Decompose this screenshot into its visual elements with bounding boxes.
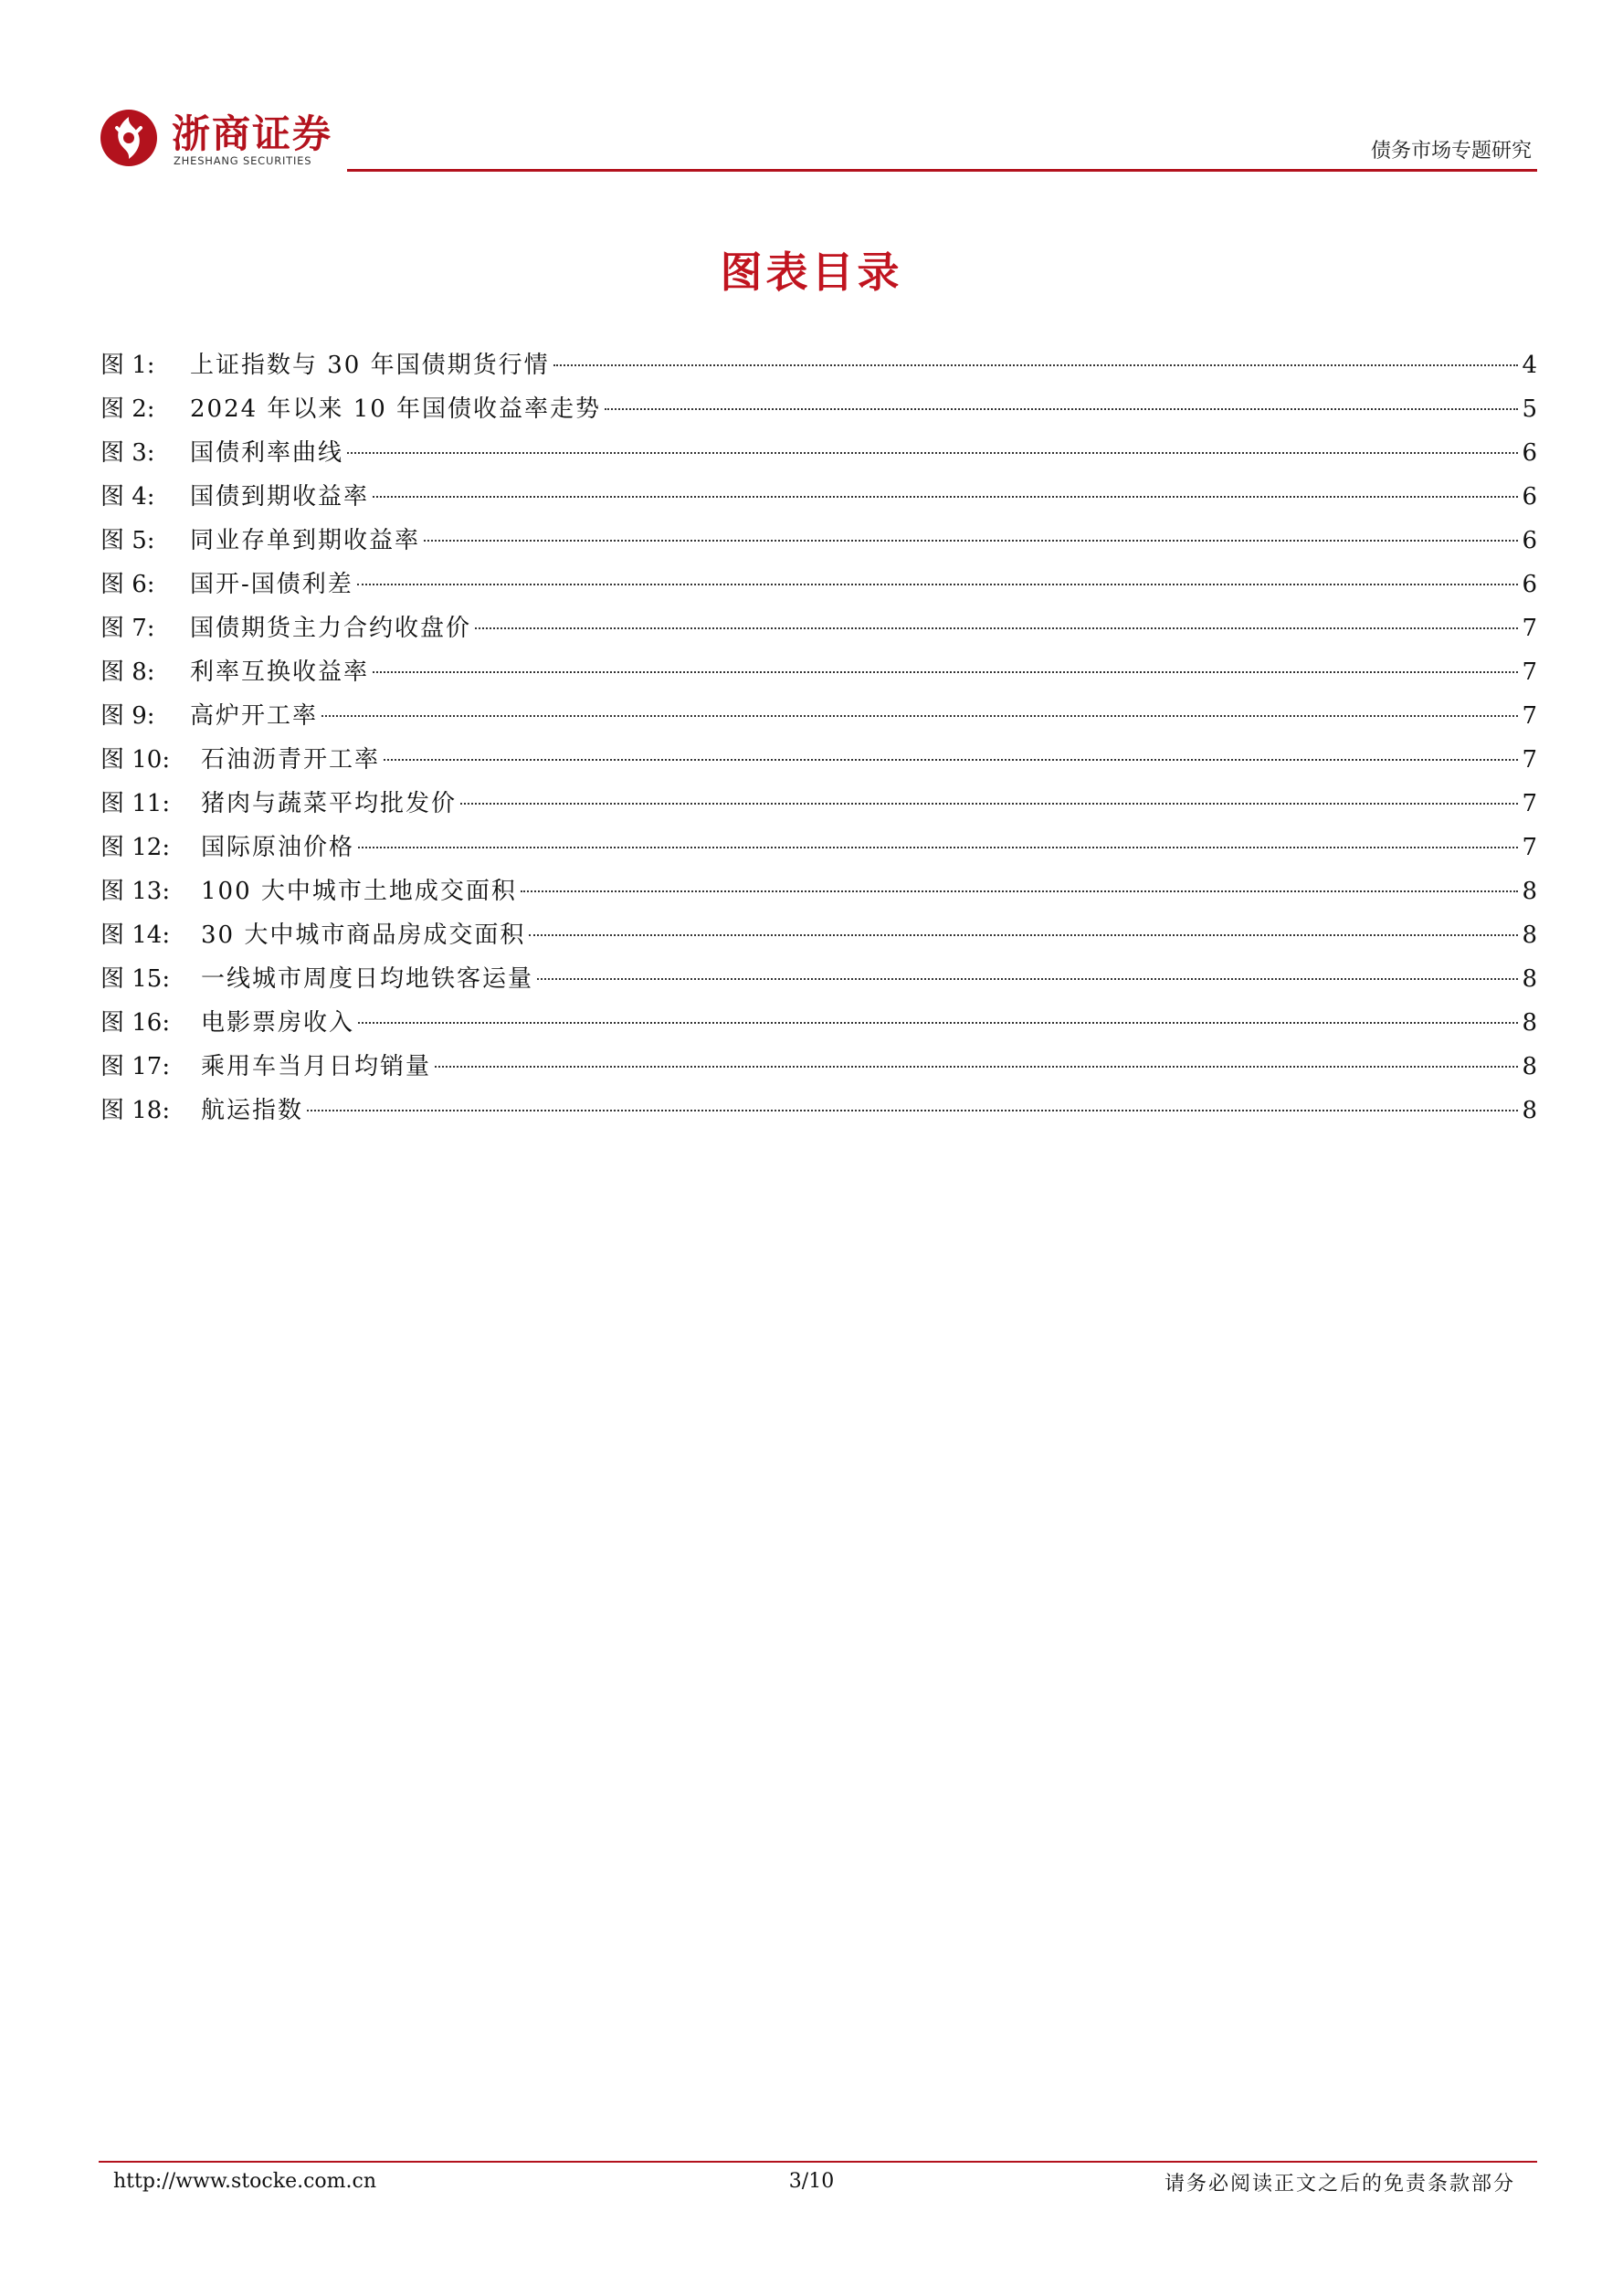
toc-leader-dots xyxy=(424,540,1518,542)
toc-entry-label: 乘用车当月日均销量 xyxy=(201,1053,432,1080)
toc-entry-label: 同业存单到期收益率 xyxy=(190,527,421,554)
toc-entry-number: 图 15: xyxy=(100,965,171,993)
toc-entry-label: 国债期货主力合约收盘价 xyxy=(190,615,472,642)
toc-entry-page: 7 xyxy=(1522,658,1537,686)
toc-leader-dots xyxy=(435,1066,1518,1068)
toc-leader-dots xyxy=(358,1022,1518,1024)
toc-entry-page: 8 xyxy=(1522,922,1537,949)
toc-entry[interactable] xyxy=(100,872,1537,916)
toc-leader-dots xyxy=(529,934,1518,936)
toc-leader-dots xyxy=(537,978,1518,980)
toc-entry-page: 6 xyxy=(1522,439,1537,467)
page-header xyxy=(99,102,1537,175)
toc-entry-label: 国债到期收益率 xyxy=(190,483,370,511)
toc-entry-page: 7 xyxy=(1522,746,1537,774)
toc-entry-number: 图 16: xyxy=(100,1009,171,1037)
toc-entry-number: 图 11: xyxy=(100,790,171,817)
toc-entry-label: 上证指数与 30 年国债期货行情 xyxy=(190,352,550,379)
report-type-label: 债务市场专题研究 xyxy=(1370,140,1532,163)
toc-entry-page: 6 xyxy=(1522,571,1537,598)
footer-disclaimer: 请务必阅读正文之后的免责条款部分 xyxy=(1164,2173,1515,2196)
toc-entry-label: 国债利率曲线 xyxy=(190,439,344,467)
footer-divider xyxy=(99,2161,1537,2163)
toc-entry-number: 图 9: xyxy=(100,702,155,730)
toc-entry-number: 图 12: xyxy=(100,834,171,861)
toc-entry[interactable] xyxy=(100,346,1537,390)
toc-entry-number: 图 14: xyxy=(100,922,171,949)
toc-leader-dots xyxy=(347,452,1518,454)
toc-entry-label: 国际原油价格 xyxy=(201,834,355,861)
toc-entry-page: 7 xyxy=(1522,834,1537,861)
toc-entry-page: 8 xyxy=(1522,965,1537,993)
toc-entry[interactable] xyxy=(100,1048,1537,1091)
toc-entry-number: 图 13: xyxy=(100,878,171,905)
toc-entry[interactable] xyxy=(100,478,1537,521)
toc-leader-dots xyxy=(321,715,1518,717)
page-number: 3/10 xyxy=(788,2170,835,2193)
toc-entry-page: 8 xyxy=(1522,878,1537,905)
toc-entry[interactable] xyxy=(100,916,1537,960)
toc-entry[interactable] xyxy=(100,960,1537,1004)
toc-entry-number: 图 5: xyxy=(100,527,155,554)
toc-entry[interactable] xyxy=(100,521,1537,565)
toc-entry-number: 图 6: xyxy=(100,571,155,598)
toc-entry[interactable] xyxy=(100,1004,1537,1048)
toc-leader-dots xyxy=(373,496,1518,498)
figure-table-of-contents xyxy=(100,346,1537,1135)
company-logo xyxy=(99,102,354,175)
toc-entry-page: 7 xyxy=(1522,702,1537,730)
toc-leader-dots xyxy=(553,364,1519,366)
toc-entry-number: 图 4: xyxy=(100,483,155,511)
toc-leader-dots xyxy=(605,408,1518,410)
toc-entry[interactable] xyxy=(100,390,1537,434)
toc-entry-label: 航运指数 xyxy=(201,1097,304,1124)
toc-leader-dots xyxy=(475,627,1518,629)
toc-entry-number: 图 3: xyxy=(100,439,155,467)
toc-leader-dots xyxy=(357,584,1519,585)
toc-leader-dots xyxy=(358,847,1518,848)
toc-entry-number: 图 17: xyxy=(100,1053,171,1080)
toc-entry-page: 8 xyxy=(1522,1009,1537,1037)
toc-leader-dots xyxy=(460,803,1518,805)
toc-entry-number: 图 10: xyxy=(100,746,171,774)
toc-entry[interactable] xyxy=(100,565,1537,609)
toc-entry[interactable] xyxy=(100,697,1537,741)
toc-entry-page: 8 xyxy=(1522,1097,1537,1124)
toc-entry-label: 利率互换收益率 xyxy=(190,658,370,686)
logo-english-name: ZHESHANG SECURITIES xyxy=(174,154,312,167)
header-divider xyxy=(347,169,1537,172)
footer-website-link[interactable]: http://www.stocke.com.cn xyxy=(113,2170,376,2193)
toc-entry-number: 图 18: xyxy=(100,1097,171,1124)
toc-entry-page: 8 xyxy=(1522,1053,1537,1080)
logo-chinese-name: 浙商证券 xyxy=(172,111,333,156)
toc-entry[interactable] xyxy=(100,785,1537,828)
toc-entry-page: 6 xyxy=(1522,527,1537,554)
toc-entry[interactable] xyxy=(100,653,1537,697)
toc-entry[interactable] xyxy=(100,828,1537,872)
toc-entry-page: 7 xyxy=(1522,615,1537,642)
toc-entry-label: 高炉开工率 xyxy=(190,702,319,730)
toc-leader-dots xyxy=(521,890,1519,892)
toc-entry-label: 100 大中城市土地成交面积 xyxy=(201,878,517,905)
toc-entry-page: 7 xyxy=(1522,790,1537,817)
toc-entry[interactable] xyxy=(100,434,1537,478)
toc-entry-label: 一线城市周度日均地铁客运量 xyxy=(201,965,534,993)
toc-entry-label: 猪肉与蔬菜平均批发价 xyxy=(201,790,458,817)
toc-entry-label: 电影票房收入 xyxy=(201,1009,355,1037)
toc-entry-label: 国开-国债利差 xyxy=(190,571,353,598)
toc-entry-label: 石油沥青开工率 xyxy=(201,746,381,774)
toc-leader-dots xyxy=(373,671,1518,673)
toc-leader-dots xyxy=(384,759,1518,761)
page-title: 图表目录 xyxy=(720,248,903,297)
toc-entry-number: 图 7: xyxy=(100,615,155,642)
toc-entry-page: 6 xyxy=(1522,483,1537,511)
toc-entry-label: 30 大中城市商品房成交面积 xyxy=(201,922,526,949)
toc-entry[interactable] xyxy=(100,741,1537,785)
toc-entry-page: 4 xyxy=(1522,352,1537,379)
toc-leader-dots xyxy=(307,1110,1518,1111)
toc-entry[interactable] xyxy=(100,1091,1537,1135)
toc-entry-number: 图 8: xyxy=(100,658,155,686)
toc-entry[interactable] xyxy=(100,609,1537,653)
toc-entry-label: 2024 年以来 10 年国债收益率走势 xyxy=(190,395,602,423)
toc-entry-number: 图 2: xyxy=(100,395,155,423)
toc-entry-page: 5 xyxy=(1522,395,1537,423)
zheshang-logo-icon xyxy=(99,108,159,168)
toc-entry-number: 图 1: xyxy=(100,352,155,379)
